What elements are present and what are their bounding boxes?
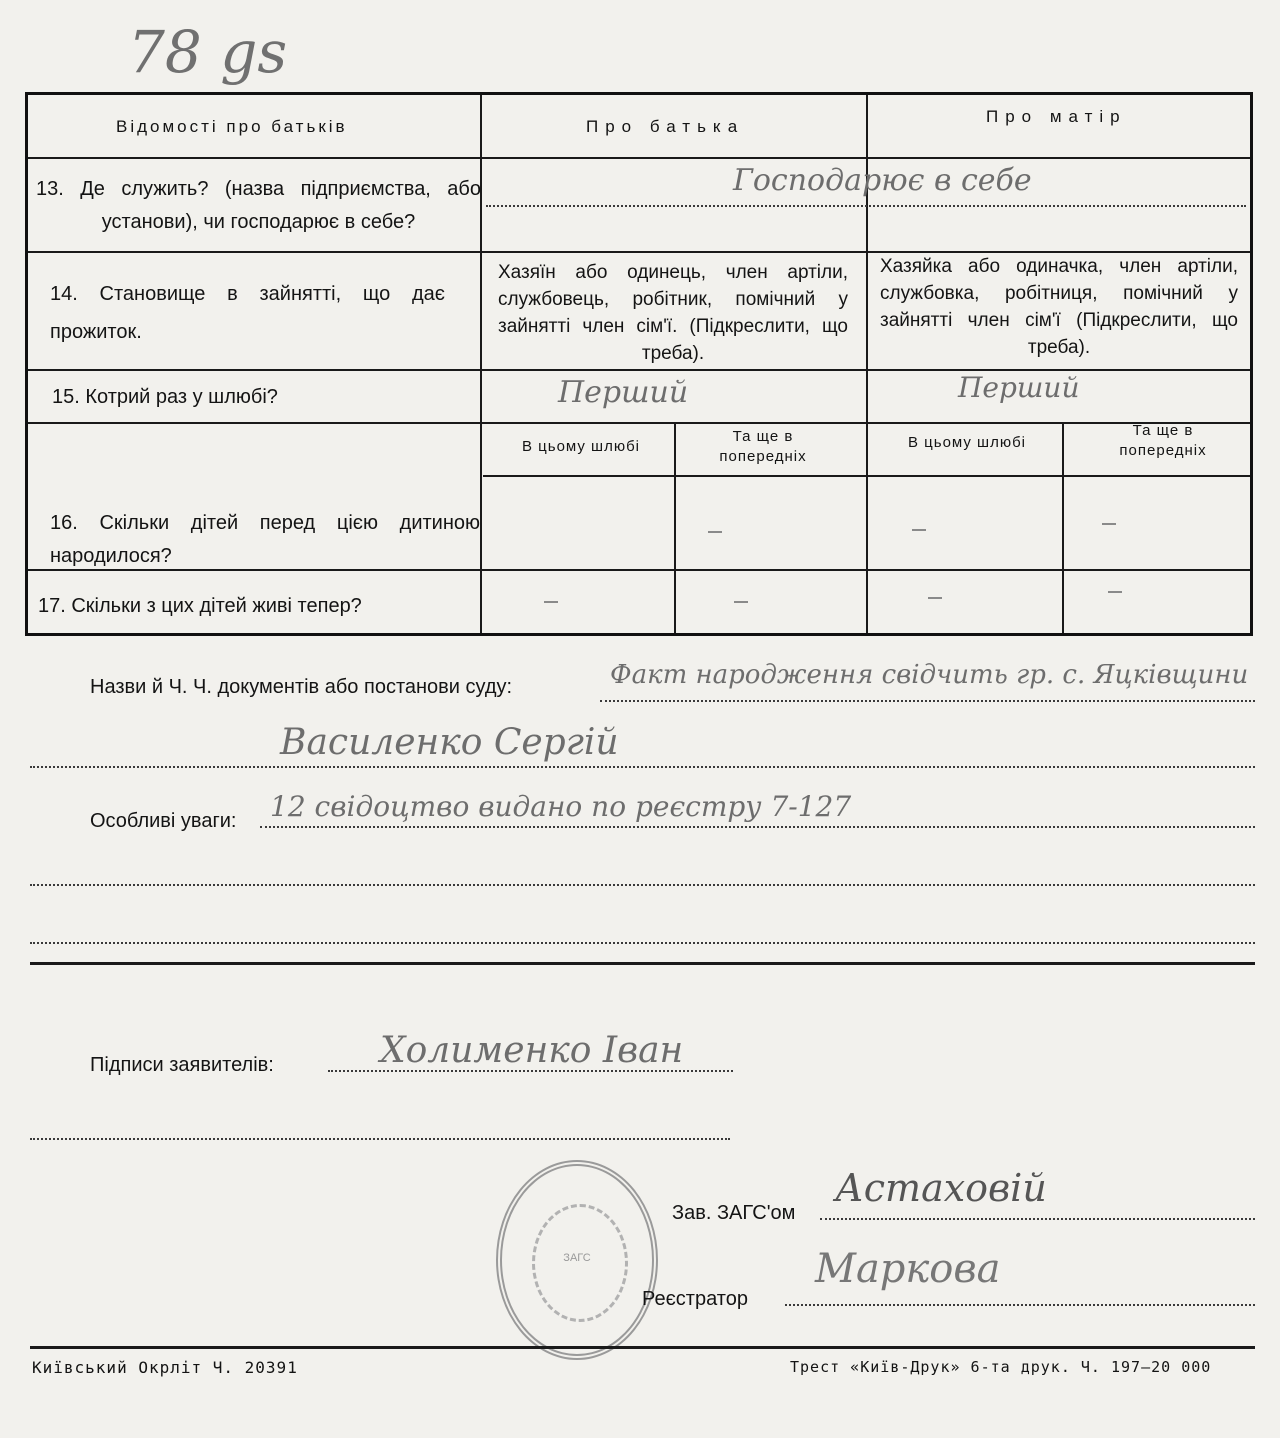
father-previous-header: Та ще в попередніх <box>719 428 807 465</box>
mother-previous-header: Та ще в попередніх <box>1119 422 1207 459</box>
q17-father-prev-dash <box>734 601 748 603</box>
footer-left: Київський Окрліт Ч. 20391 <box>32 1358 298 1377</box>
footer-right: Трест «Київ-Друк» 6-та друк. Ч. 197—20 000 <box>790 1358 1212 1376</box>
notes-line-1 <box>260 826 1255 828</box>
notes-label: Особливі уваги: <box>90 810 237 832</box>
q16-father-prev-dash <box>708 531 722 533</box>
mother-this-marriage-header: В цьому шлюбі <box>907 434 1027 451</box>
question-15-label: 15. Котрий раз у шлюбі? <box>52 386 278 408</box>
documents-line-1 <box>600 700 1255 702</box>
question-17-label: 17. Скільки з цих дітей живі тепер? <box>38 595 362 617</box>
zags-head-signature: Астаховій <box>835 1166 1047 1210</box>
q15-mother-answer: Перший <box>958 371 1080 404</box>
notes-line-3 <box>30 942 1255 944</box>
q15-father-answer: Перший <box>558 375 689 410</box>
q17-mother-prev-dash <box>1108 591 1122 593</box>
header-about-mother: Про матір <box>986 107 1127 126</box>
q14-mother-options: Хазяйка або одиначка, член артіли, службовка, робітниця, помічний у зайнятті член сім'ї (Підкреслити, що треба). <box>880 256 1238 358</box>
registrar-signature: Маркова <box>815 1246 1001 1292</box>
documents-label: Назви й Ч. Ч. документів або постанови суду: <box>90 676 513 698</box>
header-parents-info: Відомості про батьків <box>116 117 348 136</box>
q17-father-this-dash <box>544 601 558 603</box>
q17-mother-this-dash <box>928 597 942 599</box>
applicant-signature: Холименко Іван <box>380 1030 684 1071</box>
q16-mother-prev-dash <box>1102 523 1116 525</box>
notes-value: 12 свідоцтво видано по реєстру 7-127 <box>270 790 852 823</box>
parents-info-table <box>25 92 1253 636</box>
applicants-signature-label: Підписи заявителів: <box>90 1054 274 1076</box>
q13-answer: Господарює в себе <box>733 163 1032 198</box>
header-about-father: Про батька <box>586 117 745 136</box>
registrar-line <box>785 1304 1255 1306</box>
q16-mother-this-dash <box>912 529 926 531</box>
documents-value-1: Факт народження свідчить гр. с. Яцківщини <box>610 660 1249 690</box>
q13-answer-line <box>486 205 1246 207</box>
zags-head-line <box>820 1218 1255 1220</box>
official-stamp <box>496 1160 658 1360</box>
stamp-text: ЗАГС <box>563 1252 591 1264</box>
question-16-label: 16. Скільки дітей перед цією дитиною народилося? <box>50 512 480 567</box>
notes-line-2 <box>30 884 1255 886</box>
zags-head-label: Зав. ЗАГС'ом <box>672 1202 796 1224</box>
notes-rule <box>30 962 1255 965</box>
question-13-label: 13. Де служить? (назва підприємства, або установи), чи господарює в себе? <box>36 178 481 233</box>
footer-rule <box>30 1346 1255 1349</box>
documents-value-2: Василенко Сергій <box>280 722 619 763</box>
father-this-marriage-header: В цьому шлюбі <box>521 438 641 455</box>
q14-father-options: Хазяїн або одинець, член артіли, службовець, робітник, помічний у зайнятті член сім'ї. (Підкреслити, що треба). <box>498 262 848 364</box>
documents-line-2 <box>30 766 1255 768</box>
registrar-label: Реєстратор <box>642 1288 748 1310</box>
question-14-label: 14. Становище в зайнятті, що дає прожиток. <box>50 283 445 343</box>
archive-number: 78 gs <box>128 18 288 86</box>
applicants-signature-line-2 <box>30 1138 730 1140</box>
